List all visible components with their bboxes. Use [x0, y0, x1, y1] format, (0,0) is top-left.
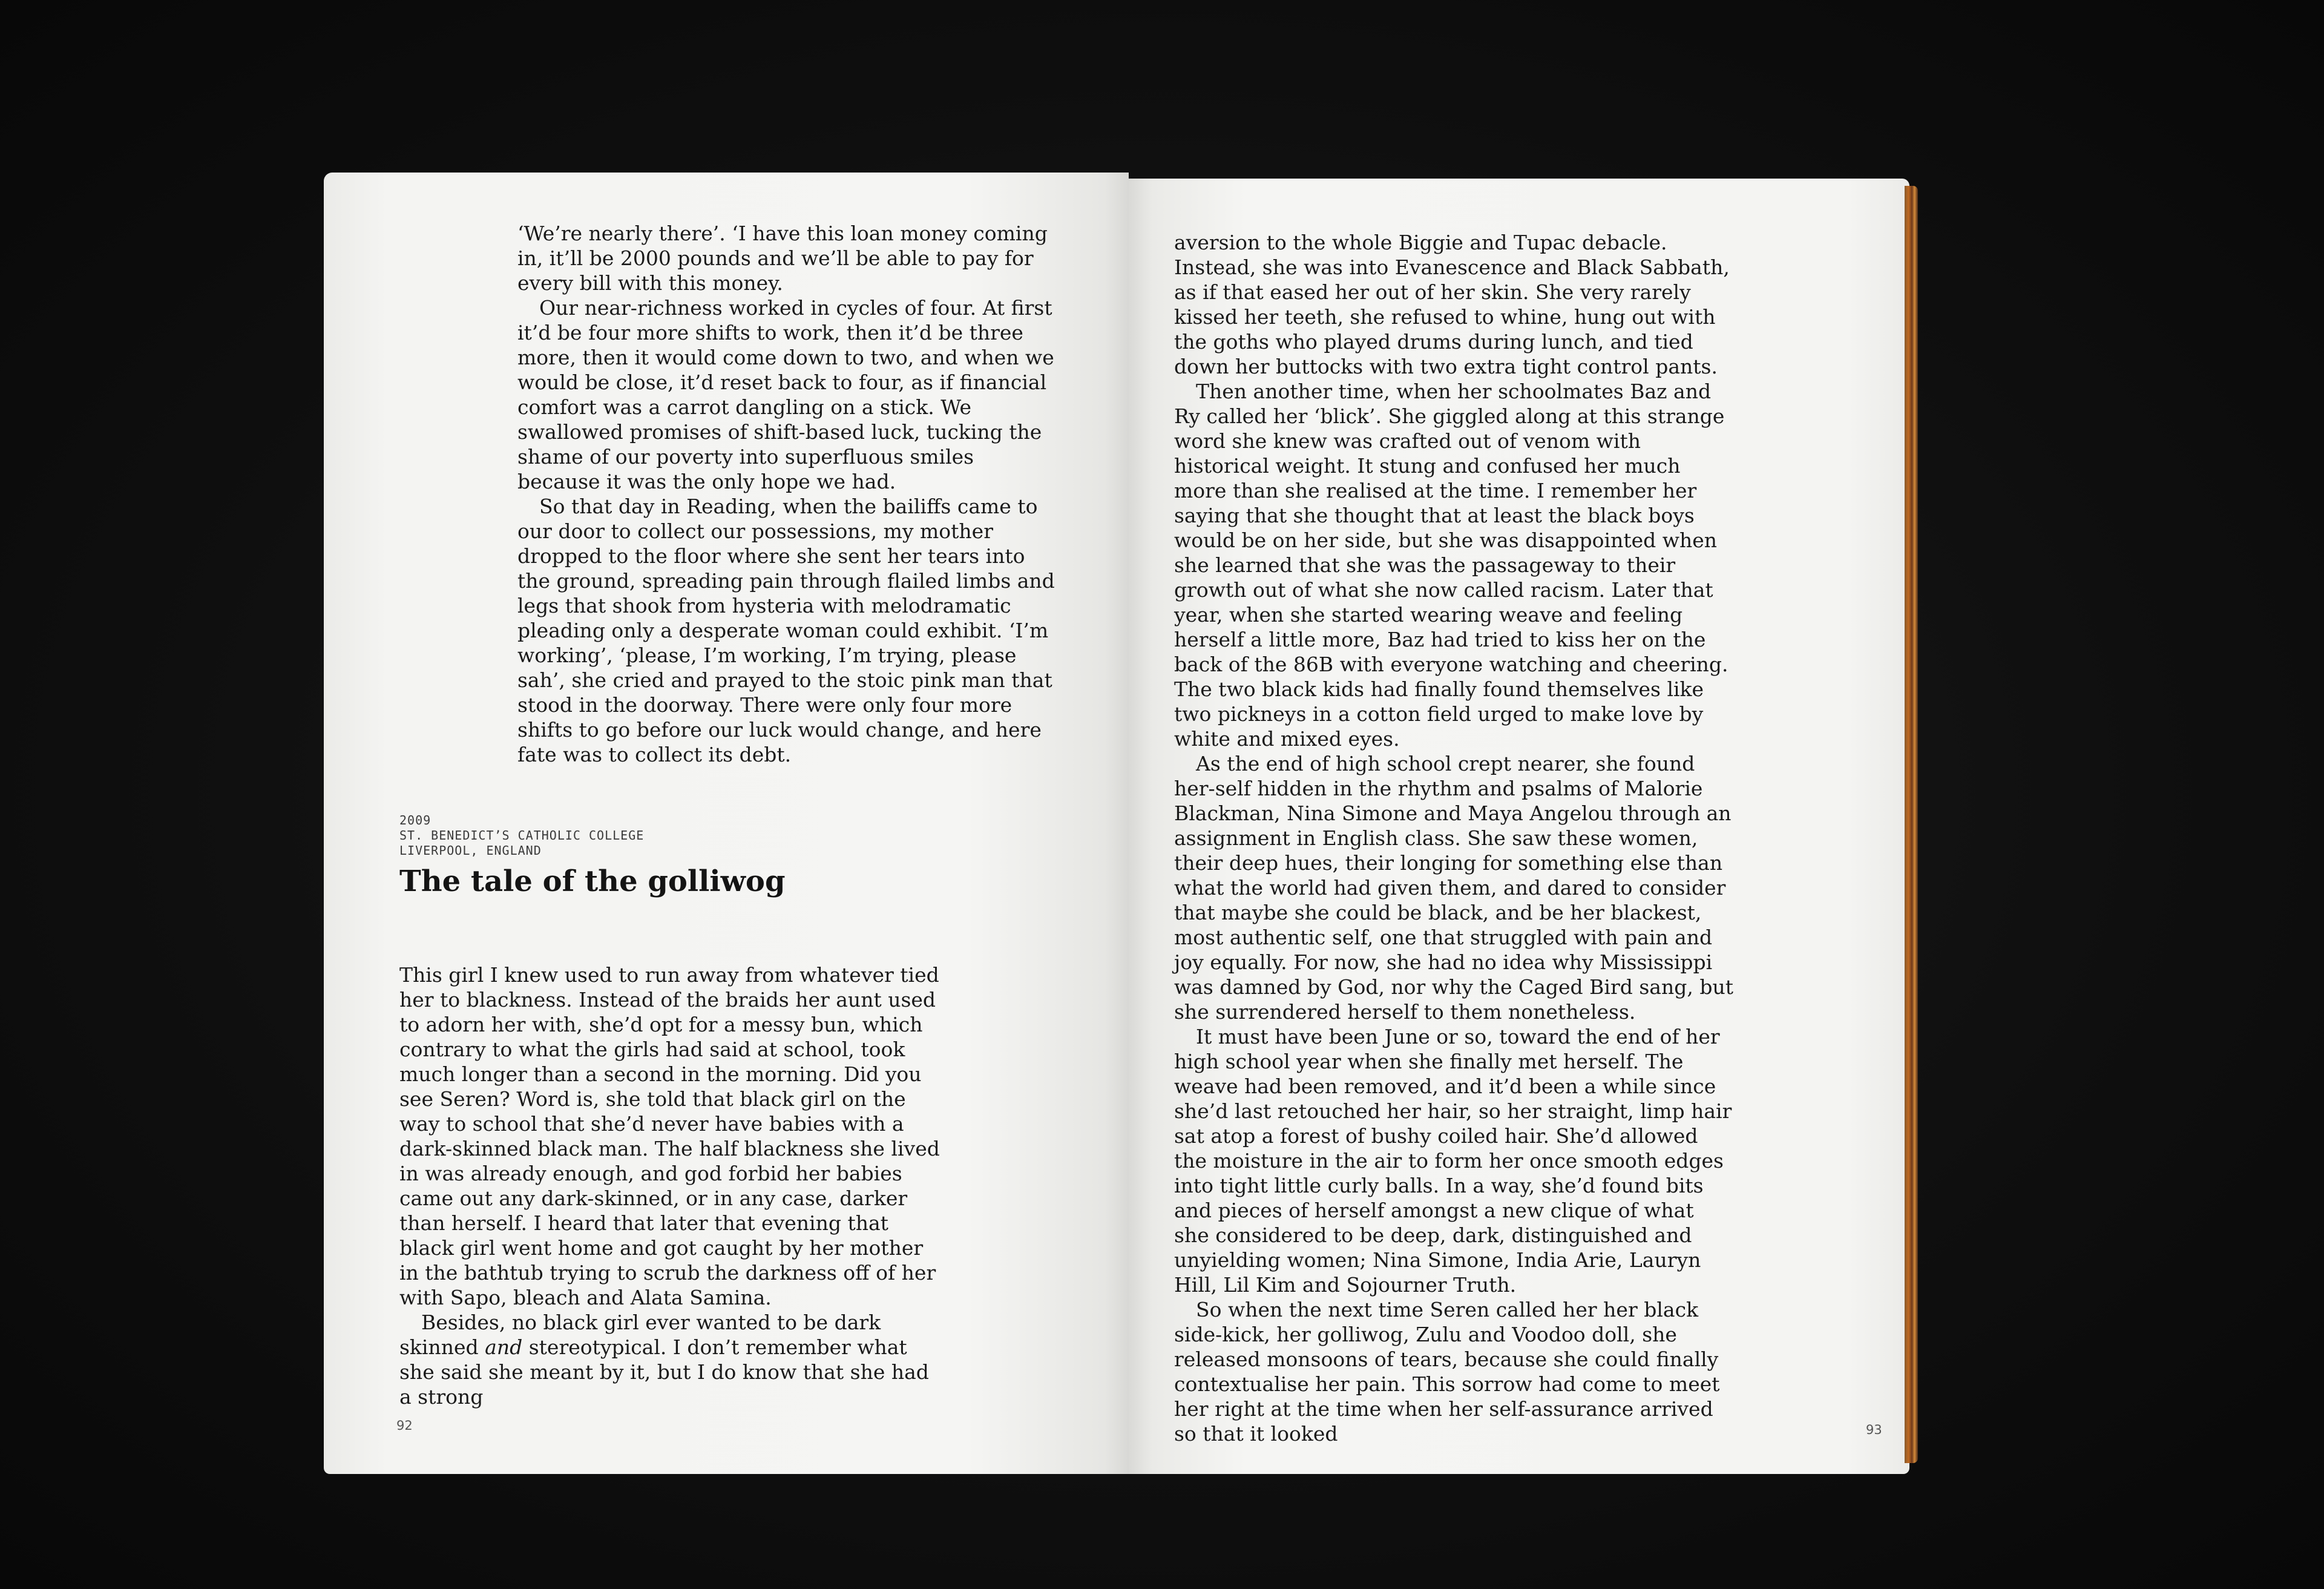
paragraph-end: stereotypical. I don’t remember what she said she meant by it, but I do know that she had a strong — [399, 1335, 929, 1409]
paragraph: ‘We’re nearly there’. ‘I have this loan money coming in, it’ll be 2000 pounds and we’ll be able to pay for every bill with this money. — [517, 222, 1048, 295]
page-number-left: 92 — [396, 1418, 413, 1433]
left-upper-text — [517, 221, 1062, 767]
paragraph: So that day in Reading, when the bailiffs came to our door to collect our possessions, my mother dropped to the floor where she sent her tears into the ground, spreading pain through flailed limbs and legs that shook from hysteria with melodramatic pleading only a desperate woman could exhibit. ‘I’m working’, ‘please, I’m working, I’m trying, please sah’, she cried and prayed to the stoic pink man that stood in the doorway. There were only four more shifts to go before our luck would change, and here fate was to collect its debt. — [517, 495, 1055, 766]
paragraph-start: Besides, no black girl ever wanted to be dark skinned — [399, 1311, 881, 1359]
paragraph: aversion to the whole Biggie and Tupac debacle. Instead, she was into Evanescence and Black Sabbath, as if that eased her out of her skin. She very rarely kissed her teeth, she refused to whine, hung out with the goths who played drums during lunch, and tied down her buttocks with two extra tight control pants. — [1174, 231, 1730, 378]
section-header — [399, 813, 944, 900]
section-place-line-1: ST. BENEDICT’S CATHOLIC COLLEGE — [399, 828, 645, 843]
paragraph: Then another time, when her schoolmates Baz and Ry called her ‘blick’. She giggled along at this strange word she knew was crafted out of venom with historical weight. It stung and confused her much more than she realised at the time. I remember her saying that she thought that at least the black boys would be on her side, but she was disappointed when she learned that she was the passageway to their growth out of what she now called racism. Later that year, when she started wearing weave and feeling herself a little more, Baz had tried to kiss her on the back of the 86B with everyone watching and cheering. The two black kids had finally found themselves like two pickneys in a cotton field urged to make love by white and mixed eyes. — [1174, 380, 1728, 751]
right-page — [1129, 179, 1909, 1474]
section-year: 2009 — [399, 813, 432, 827]
paragraph: As the end of high school crept nearer, she found her-self hidden in the rhythm and psalms of Malorie Blackman, Nina Simone and Maya Angelou through an assignment in English class. She saw these women, their deep hues, their longing for something else than what the world had given them, and dared to consider that maybe she could be black, and be her blackest, most authentic self, one that struggled with pain and joy equally. For now, she had no idea why Mississippi was damned by God, nor why the Caged Bird sang, but she surrendered herself to them nonetheless. — [1174, 752, 1733, 1024]
right-body-text — [1174, 230, 1734, 1446]
section-place-line-2: LIVERPOOL, ENGLAND — [399, 843, 542, 858]
paragraph: This girl I knew used to run away from whatever tied her to blackness. Instead of the braids her aunt used to adorn her with, she’d opt for a messy bun, which contrary to what the girls had said at school, took much longer than a second in the morning. Did you see Seren? Word is, she told that black girl on the way to school that she’d never have babies with a dark-skinned black man. The half blackness she lived in was already enough, and god forbid her babies came out any dark-skinned, or in any case, darker than herself. I heard that later that evening that black girl went home and got caught by her mother in the bathtub trying to scrub the darkness off of her with Sapo, bleach and Alata Samina. — [399, 963, 940, 1309]
chapter-title: The tale of the golliwog — [399, 864, 786, 898]
italic-word: and — [485, 1335, 523, 1359]
paragraph: It must have been June or so, toward the end of her high school year when she finally met herself. The weave had been removed, and it’d been a while since she’d last retouched her hair, so her straight, limp hair sat atop a forest of bushy coiled hair. She’d allowed the moisture in the air to form her once smooth edges into tight little curly balls. In a way, she’d found bits and pieces of herself amongst a new clique of what she considered to be deep, dark, distinguished and unyielding women; Nina Simone, India Arie, Lauryn Hill, Lil Kim and Sojourner Truth. — [1174, 1025, 1732, 1297]
left-page — [324, 173, 1129, 1474]
paragraph: Our near-richness worked in cycles of four. At first it’d be four more shifts to work, then it’d be three more, then it would come down to two, and when we would be close, it’d reset back to four, as if financial comfort was a carrot dangling on a stick. We swallowed promises of shift-based luck, tucking the shame of our poverty into superfluous smiles because it was the only hope we had. — [517, 296, 1054, 493]
page-number-right: 93 — [1866, 1423, 1882, 1437]
open-book — [324, 173, 1912, 1474]
paragraph: So when the next time Seren called her her black side-kick, her golliwog, Zulu and Voodoo doll, she released monsoons of tears, because she could finally contextualise her pain. This sorrow had come to meet her right at the time when her self-assurance arrived so that it looked — [1174, 1298, 1720, 1446]
left-lower-text — [399, 962, 944, 1409]
page-edges-stack — [1905, 186, 1918, 1463]
paragraph — [399, 1310, 944, 1409]
